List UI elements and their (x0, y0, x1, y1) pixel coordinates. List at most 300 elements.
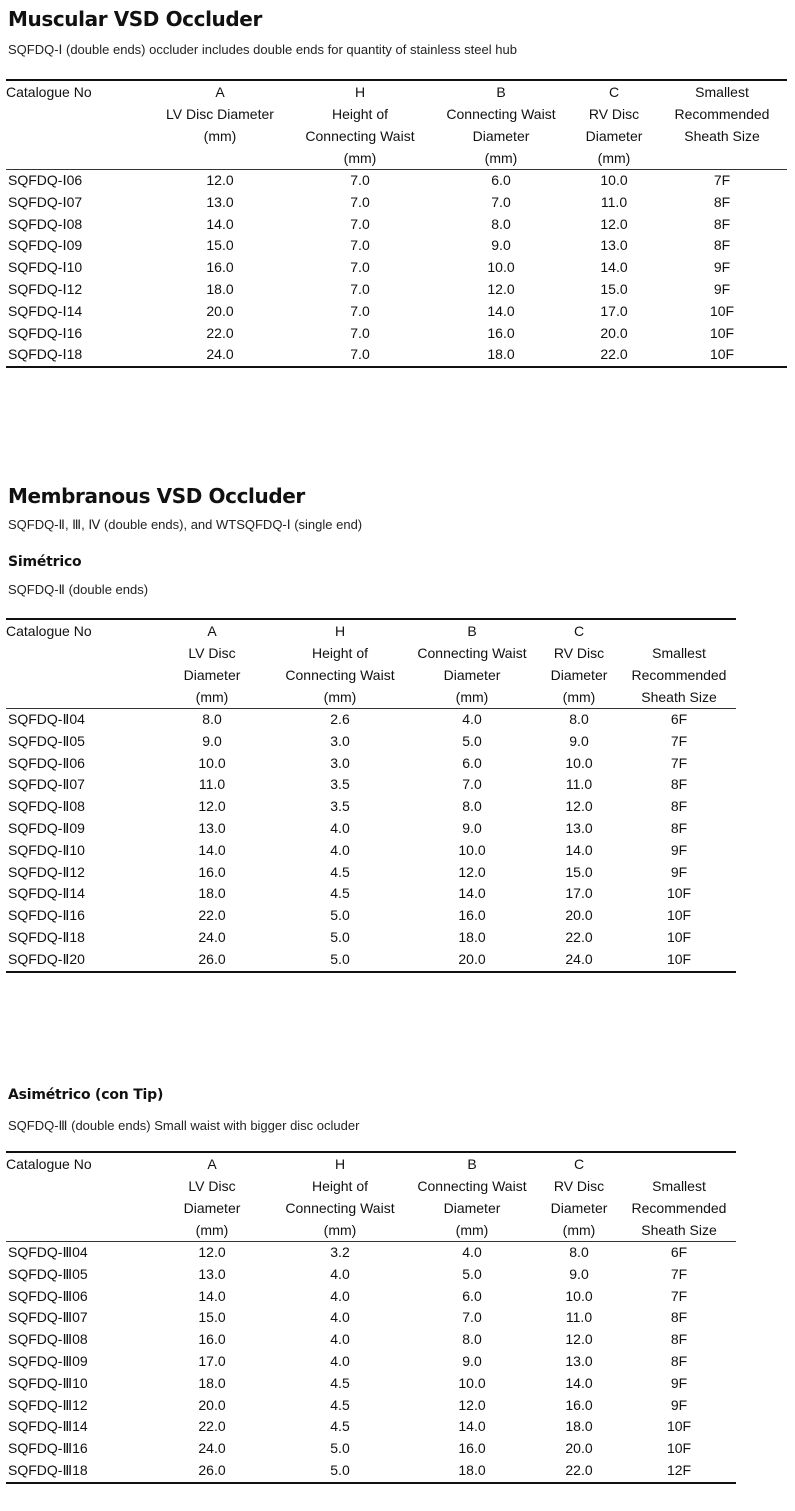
table-cell: 16.0 (458, 907, 486, 924)
table-cell: 5.0 (330, 928, 350, 945)
table-row (6, 1329, 736, 1351)
table-cell: 15.0 (600, 280, 628, 297)
column-header-line: (mm) (597, 150, 631, 166)
table-cell: 5.0 (330, 1461, 350, 1478)
column-header-line: Smallest (695, 84, 749, 100)
table-cell: 7.0 (350, 193, 370, 210)
table-cell: 5.0 (330, 950, 350, 967)
table-row (6, 301, 787, 323)
table-cell: 4.5 (330, 863, 350, 880)
table-cell: 7.0 (350, 172, 370, 188)
table-cell: 7.0 (462, 776, 482, 793)
column-header-line: Sheath Size (641, 689, 717, 705)
catalogue-number-cell: SQFDQ-Ⅱ07 (8, 776, 85, 793)
column-header-line: (mm) (562, 1222, 596, 1238)
table-row (6, 1395, 736, 1417)
table-cell: 14.0 (487, 302, 515, 319)
table-cell: 16.0 (198, 1331, 226, 1348)
table-cell: 17.0 (198, 1352, 226, 1369)
catalogue-number-cell: SQFDQ-Ⅰ10 (8, 259, 83, 276)
table-cell: 3.5 (330, 798, 350, 815)
table-cell: 4.0 (330, 1265, 350, 1282)
column-header-line: Height of (311, 1178, 369, 1194)
table-cell: 8.0 (462, 798, 482, 815)
catalogue-number-cell: SQFDQ-Ⅲ16 (8, 1440, 88, 1457)
catalogue-number-cell: SQFDQ-Ⅱ12 (8, 863, 85, 880)
column-header-line: Connecting Waist (446, 106, 556, 122)
column-header-line: Diameter (443, 1200, 501, 1216)
column-header (152, 1152, 272, 1242)
table-cell: 24.0 (206, 346, 234, 363)
column-header (408, 619, 536, 709)
catalogue-number-cell: SQFDQ-Ⅲ10 (8, 1374, 88, 1391)
table-row (6, 774, 736, 796)
table-cell: 18.0 (206, 280, 234, 297)
table-cell: 12.0 (198, 1244, 226, 1260)
column-header-line: C (573, 623, 585, 639)
table-cell: 8.0 (491, 215, 511, 232)
table-cell: 14.0 (458, 1418, 486, 1435)
table-cell: 9F (670, 863, 688, 880)
column-header (272, 619, 408, 709)
table-cell: 4.0 (330, 1331, 350, 1348)
table-row (6, 818, 736, 840)
table-cell: 7.0 (350, 324, 370, 341)
column-header-line: RV Disc (588, 106, 640, 122)
table-cell: 22.0 (565, 928, 593, 945)
table-cell: 9F (670, 1396, 688, 1413)
table-cell: 4.0 (462, 1244, 482, 1260)
table-cell: 8.0 (462, 1331, 482, 1348)
column-header-line: Smallest (652, 1178, 706, 1194)
column-header-line: Diameter (443, 667, 501, 683)
table-cell: 10F (666, 1440, 692, 1457)
table-cell: 14.0 (458, 885, 486, 902)
simetrico-title: Simétrico (8, 554, 82, 570)
table-row (6, 1351, 736, 1373)
table-cell: 14.0 (206, 215, 234, 232)
column-header-line: Catalogue No (6, 623, 92, 639)
table-cell: 2.6 (330, 711, 350, 727)
asimetrico-title: Asimétrico (con Tip) (8, 1087, 164, 1103)
column-header-line: Connecting Waist (285, 667, 395, 683)
table-cell: 4.5 (330, 885, 350, 902)
column-header-line: H (354, 84, 366, 100)
table-row (6, 709, 736, 731)
table-cell: 10.0 (458, 1374, 486, 1391)
table-cell: 3.5 (330, 776, 350, 793)
column-header (408, 1152, 536, 1242)
table-cell: 7.0 (350, 280, 370, 297)
table-cell: 18.0 (198, 1374, 226, 1391)
table-row (6, 731, 736, 753)
table-cell: 14.0 (198, 841, 226, 858)
column-header-line: Catalogue No (6, 1156, 92, 1172)
catalogue-number-cell: SQFDQ-Ⅲ18 (8, 1461, 88, 1478)
table-cell: 20.0 (565, 907, 593, 924)
column-header-line: Recommended (631, 667, 727, 683)
catalogue-number-cell: SQFDQ-Ⅱ20 (8, 950, 85, 967)
table-cell: 7.0 (491, 193, 511, 210)
table-cell: 10F (709, 346, 735, 363)
column-header-line: Connecting Waist (417, 1178, 527, 1194)
table-cell: 7F (670, 1287, 688, 1304)
table-cell: 9F (670, 841, 688, 858)
catalogue-number-cell: SQFDQ-Ⅱ18 (8, 928, 85, 945)
column-header-line: RV Disc (553, 1178, 605, 1194)
table-row (6, 753, 736, 775)
table-cell: 8.0 (569, 1244, 589, 1260)
table-cell: 13.0 (565, 819, 593, 836)
table-row (6, 1460, 736, 1483)
column-header (536, 619, 622, 709)
table-cell: 6F (670, 711, 688, 727)
table-cell: 8F (670, 1331, 688, 1348)
asimetrico-spec-table (6, 1151, 736, 1484)
column-header (6, 80, 151, 170)
column-header (6, 1152, 152, 1242)
table-row (6, 840, 736, 862)
column-header-line: H (334, 623, 346, 639)
table-cell: 12.0 (458, 863, 486, 880)
catalogue-number-cell: SQFDQ-Ⅲ06 (8, 1287, 88, 1304)
table-cell: 4.5 (330, 1418, 350, 1435)
table-row (6, 949, 736, 972)
table-cell: 22.0 (206, 324, 234, 341)
table-cell: 9.0 (491, 237, 511, 254)
table-cell: 3.0 (330, 754, 350, 771)
table-cell: 24.0 (565, 950, 593, 967)
table-cell: 17.0 (600, 302, 628, 319)
column-header (289, 80, 431, 170)
table-cell: 20.0 (600, 324, 628, 341)
table-row (6, 279, 787, 301)
column-header-line: B (496, 84, 506, 100)
table-cell: 12.0 (565, 1331, 593, 1348)
table-header-row (6, 80, 787, 170)
table-cell: 13.0 (198, 1265, 226, 1282)
table-cell: 4.0 (330, 841, 350, 858)
column-header (152, 619, 272, 709)
table-cell: 20.0 (458, 950, 486, 967)
table-cell: 10F (666, 928, 692, 945)
column-header-line: A (215, 84, 225, 100)
column-header (151, 80, 289, 170)
table-cell: 10.0 (458, 841, 486, 858)
table-cell: 11.0 (565, 776, 593, 793)
column-header-line: Connecting Waist (417, 645, 527, 661)
table-cell: 24.0 (198, 1440, 226, 1457)
table-cell: 13.0 (565, 1352, 593, 1369)
column-header-line: C (573, 1156, 585, 1172)
column-header-line: Connecting Waist (305, 128, 415, 144)
table-cell: 7.0 (350, 237, 370, 254)
table-cell: 20.0 (206, 302, 234, 319)
table-cell: 16.0 (458, 1440, 486, 1457)
table-cell: 7F (670, 754, 688, 771)
asimetrico-subtitle: SQFDQ-Ⅲ (double ends) Small waist with bigger disc ocluder (8, 1118, 360, 1133)
catalogue-number-cell: SQFDQ-Ⅰ12 (8, 280, 83, 297)
table-cell: 24.0 (198, 928, 226, 945)
table-cell: 8F (670, 819, 688, 836)
column-header-line: Sheath Size (641, 1222, 717, 1238)
table-row (6, 1264, 736, 1286)
table-cell: 9F (713, 259, 731, 276)
table-row (6, 1307, 736, 1329)
table-row (6, 170, 787, 192)
table-row (6, 1416, 736, 1438)
catalogue-number-cell: SQFDQ-Ⅰ06 (8, 172, 83, 188)
column-header-line: Diameter (550, 1200, 608, 1216)
table-cell: 26.0 (198, 1461, 226, 1478)
column-header-line: Diameter (550, 667, 608, 683)
table-cell: 12.0 (198, 798, 226, 815)
table-cell: 9.0 (569, 732, 589, 749)
column-header (536, 1152, 622, 1242)
column-header-line: C (608, 84, 620, 100)
table-cell: 16.0 (487, 324, 515, 341)
table-row (6, 1373, 736, 1395)
table-row (6, 927, 736, 949)
table-cell: 15.0 (206, 237, 234, 254)
catalogue-number-cell: SQFDQ-Ⅱ16 (8, 907, 85, 924)
column-header-line: B (467, 623, 477, 639)
table-cell: 13.0 (206, 193, 234, 210)
simetrico-spec-table (6, 618, 736, 973)
table-cell: 7F (670, 1265, 688, 1282)
simetrico-subtitle: SQFDQ-Ⅱ (double ends) (8, 582, 149, 597)
table-cell: 10F (666, 1418, 692, 1435)
table-cell: 9.0 (202, 732, 222, 749)
table-row (6, 192, 787, 214)
table-cell: 10.0 (565, 754, 593, 771)
table-cell: 4.0 (330, 1352, 350, 1369)
table-cell: 7.0 (350, 302, 370, 319)
table-cell: 16.0 (565, 1396, 593, 1413)
table-cell: 4.5 (330, 1374, 350, 1391)
table-cell: 8F (670, 1309, 688, 1326)
column-header-line: Diameter (585, 128, 643, 144)
table-header-row (6, 1152, 736, 1242)
table-row (6, 1438, 736, 1460)
table-cell: 20.0 (198, 1396, 226, 1413)
table-cell: 12.0 (487, 280, 515, 297)
catalogue-number-cell: SQFDQ-Ⅱ05 (8, 732, 85, 749)
table-cell: 11.0 (565, 1309, 593, 1326)
catalogue-number-cell: SQFDQ-Ⅱ06 (8, 754, 85, 771)
column-header-line: B (467, 1156, 477, 1172)
table-cell: 5.0 (330, 1440, 350, 1457)
table-cell: 9F (670, 1374, 688, 1391)
table-cell: 18.0 (565, 1418, 593, 1435)
table-cell: 17.0 (565, 885, 593, 902)
column-header-line (622, 620, 736, 642)
table-cell: 14.0 (198, 1287, 226, 1304)
table-cell: 18.0 (458, 1461, 486, 1478)
column-header-line: (mm) (323, 1222, 357, 1238)
table-cell: 18.0 (458, 928, 486, 945)
table-cell: 5.0 (462, 732, 482, 749)
column-header-line: LV Disc (188, 645, 236, 661)
table-cell: 10.0 (487, 259, 515, 276)
column-header-line: A (207, 623, 217, 639)
catalogue-number-cell: SQFDQ-Ⅱ08 (8, 798, 85, 815)
table-cell: 7.0 (350, 346, 370, 363)
table-cell: 8.0 (569, 711, 589, 727)
table-row (6, 1242, 736, 1264)
muscular-subtitle: SQFDQ-Ⅰ (double ends) occluder includes double ends for quantity of stainless steel hub (8, 42, 517, 57)
column-header-line: (mm) (455, 1222, 489, 1238)
column-header (431, 80, 571, 170)
column-header-line: (mm) (484, 150, 518, 166)
table-cell: 9.0 (462, 819, 482, 836)
table-cell: 9F (713, 280, 731, 297)
column-header-line: Connecting Waist (285, 1200, 395, 1216)
column-header (6, 619, 152, 709)
table-cell: 10F (666, 950, 692, 967)
catalogue-number-cell: SQFDQ-Ⅱ14 (8, 885, 85, 902)
column-header-line: LV Disc Diameter (166, 106, 274, 122)
membranous-subtitle: SQFDQ-Ⅱ, Ⅲ, Ⅳ (double ends), and WTSQFDQ-Ⅰ (single end) (8, 517, 363, 532)
table-cell: 9.0 (569, 1265, 589, 1282)
catalogue-number-cell: SQFDQ-Ⅲ05 (8, 1265, 88, 1282)
table-cell: 5.0 (330, 907, 350, 924)
table-cell: 12F (666, 1461, 692, 1478)
column-header-line: LV Disc (188, 1178, 236, 1194)
table-cell: 13.0 (600, 237, 628, 254)
column-header-line: (mm) (195, 1222, 229, 1238)
table-cell: 7.0 (350, 259, 370, 276)
column-header-line: Diameter (472, 128, 530, 144)
table-cell: 10F (666, 907, 692, 924)
column-header-line (622, 1153, 736, 1175)
table-cell: 7F (713, 172, 731, 188)
table-cell: 18.0 (487, 346, 515, 363)
column-header (657, 80, 787, 170)
table-cell: 22.0 (600, 346, 628, 363)
catalogue-number-cell: SQFDQ-Ⅲ07 (8, 1309, 88, 1326)
column-header-line: (mm) (343, 150, 377, 166)
column-header (272, 1152, 408, 1242)
table-cell: 11.0 (198, 776, 226, 793)
table-cell: 14.0 (565, 841, 593, 858)
table-cell: 7F (670, 732, 688, 749)
column-header-line: Recommended (631, 1200, 727, 1216)
table-cell: 9.0 (462, 1352, 482, 1369)
table-cell: 12.0 (600, 215, 628, 232)
table-cell: 12.0 (206, 172, 234, 188)
table-cell: 8F (713, 215, 731, 232)
catalogue-number-cell: SQFDQ-Ⅲ14 (8, 1418, 88, 1435)
table-row (6, 1286, 736, 1308)
table-cell: 10.0 (198, 754, 226, 771)
column-header (571, 80, 657, 170)
table-row (6, 235, 787, 257)
table-header-row (6, 619, 736, 709)
column-header-line: (mm) (323, 689, 357, 705)
table-cell: 6.0 (462, 754, 482, 771)
table-row (6, 862, 736, 884)
table-cell: 8F (670, 776, 688, 793)
catalogue-number-cell: SQFDQ-Ⅱ10 (8, 841, 85, 858)
table-cell: 4.0 (462, 711, 482, 727)
table-cell: 7.0 (462, 1309, 482, 1326)
muscular-spec-table (6, 79, 787, 368)
column-header (622, 619, 736, 709)
table-row (6, 214, 787, 236)
table-cell: 8F (670, 798, 688, 815)
table-cell: 8F (713, 193, 731, 210)
table-cell: 4.0 (330, 1287, 350, 1304)
table-cell: 14.0 (600, 259, 628, 276)
column-header-line: Recommended (674, 106, 770, 122)
catalogue-number-cell: SQFDQ-Ⅰ07 (8, 193, 83, 210)
column-header-line: Diameter (183, 667, 241, 683)
table-row (6, 796, 736, 818)
column-header-line: Sheath Size (684, 128, 760, 144)
table-cell: 10F (709, 302, 735, 319)
table-row (6, 323, 787, 345)
table-cell: 10F (709, 324, 735, 341)
column-header-line: H (334, 1156, 346, 1172)
table-cell: 22.0 (198, 907, 226, 924)
catalogue-number-cell: SQFDQ-Ⅱ09 (8, 819, 85, 836)
table-cell: 22.0 (198, 1418, 226, 1435)
catalogue-number-cell: SQFDQ-Ⅰ08 (8, 215, 83, 232)
table-cell: 4.5 (330, 1396, 350, 1413)
table-cell: 8F (670, 1352, 688, 1369)
table-cell: 20.0 (565, 1440, 593, 1457)
table-cell: 15.0 (198, 1309, 226, 1326)
catalogue-number-cell: SQFDQ-Ⅰ09 (8, 237, 83, 254)
table-cell: 4.0 (330, 1309, 350, 1326)
catalogue-number-cell: SQFDQ-Ⅲ12 (8, 1396, 88, 1413)
table-cell: 6F (670, 1244, 688, 1260)
muscular-title: Muscular VSD Occluder (8, 7, 262, 31)
table-cell: 16.0 (206, 259, 234, 276)
table-cell: 14.0 (565, 1374, 593, 1391)
table-cell: 3.0 (330, 732, 350, 749)
column-header-line: A (207, 1156, 217, 1172)
table-cell: 18.0 (198, 885, 226, 902)
table-cell: 8F (713, 237, 731, 254)
column-header-line: (mm) (562, 689, 596, 705)
table-cell: 10.0 (600, 172, 628, 188)
table-cell: 16.0 (198, 863, 226, 880)
column-header (622, 1152, 736, 1242)
table-row (6, 883, 736, 905)
column-header-line: Diameter (183, 1200, 241, 1216)
catalogue-number-cell: SQFDQ-Ⅰ18 (8, 346, 83, 363)
catalogue-number-cell: SQFDQ-Ⅰ14 (8, 302, 83, 319)
table-cell: 15.0 (565, 863, 593, 880)
column-header-line: (mm) (455, 689, 489, 705)
table-cell: 11.0 (600, 193, 628, 210)
catalogue-number-cell: SQFDQ-Ⅲ09 (8, 1352, 88, 1369)
table-row (6, 905, 736, 927)
table-cell: 4.0 (330, 819, 350, 836)
table-cell: 8.0 (202, 711, 222, 727)
catalogue-number-cell: SQFDQ-Ⅰ16 (8, 324, 83, 341)
table-cell: 10F (666, 885, 692, 902)
column-header-line: Smallest (652, 645, 706, 661)
table-cell: 6.0 (491, 172, 511, 188)
column-header-line: Height of (311, 645, 369, 661)
column-header-line: Height of (331, 106, 389, 122)
table-cell: 13.0 (198, 819, 226, 836)
table-cell: 22.0 (565, 1461, 593, 1478)
catalogue-number-cell: SQFDQ-Ⅱ04 (8, 711, 85, 727)
